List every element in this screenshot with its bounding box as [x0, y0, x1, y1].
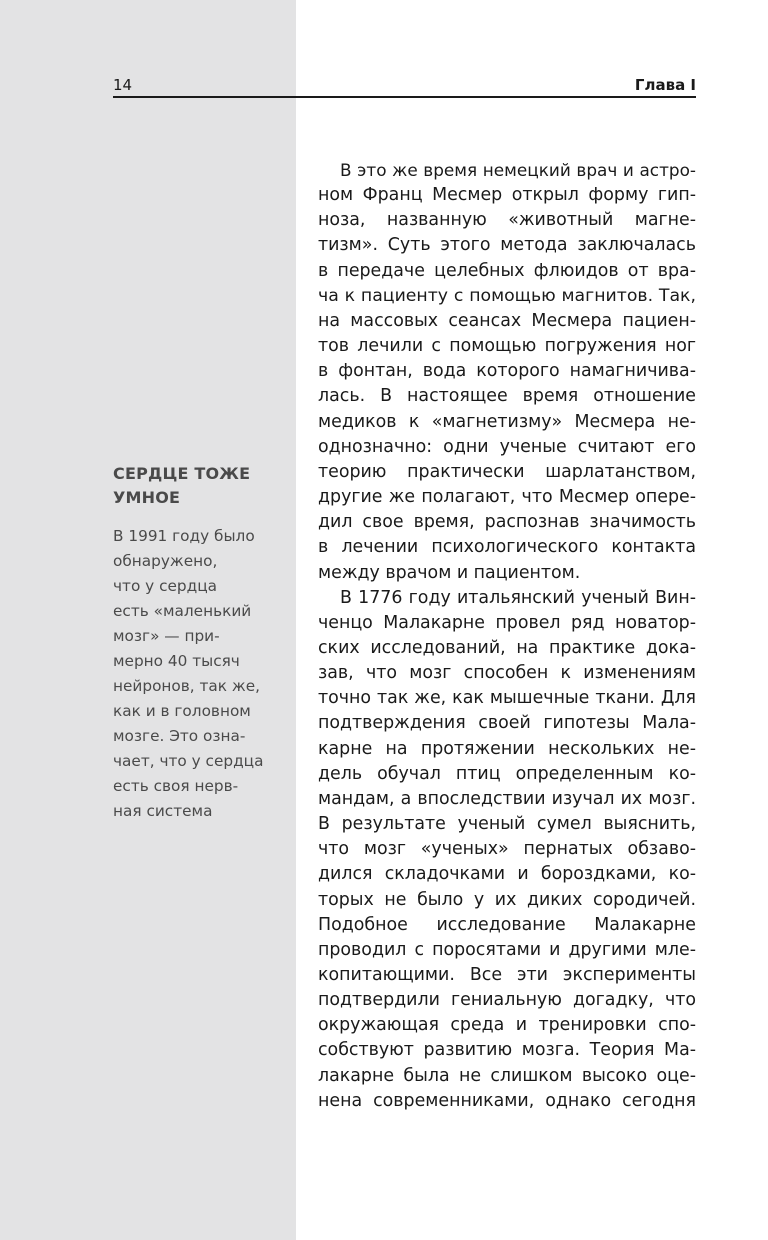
sidebar-line: как и в головном [113, 702, 251, 720]
paragraph-2-line: нена современниками, однако сегодня [318, 1090, 696, 1111]
header-rule [113, 96, 696, 98]
sidebar-title [113, 462, 275, 510]
paragraph-1-line: лась. В настоящее время отношение [318, 386, 696, 407]
sidebar-line: есть своя нерв- [113, 777, 239, 795]
paragraph-2-line: проводил с поросятами и другими мле- [318, 939, 696, 960]
paragraph-1-line: ноза, названную «животный магне- [318, 210, 696, 231]
sidebar-text [113, 524, 275, 824]
paragraph-2-line: Подобное исследование Малакарне [318, 914, 696, 935]
paragraph-2-line: мандам, а впоследствии изучал их мозг. [318, 788, 696, 809]
paragraph-2-line: подтвердили гениальную догадку, что [318, 990, 696, 1011]
paragraph-1-line: тов лечили с помощью погружения ног [318, 336, 696, 357]
paragraph-1-line: другие же полагают, что Месмер опере- [318, 487, 696, 508]
paragraph-2-line: собствуют развитию мозга. Теория Ма- [318, 1040, 696, 1061]
sidebar-line: что у сердца [113, 577, 217, 595]
paragraph-2-line: копитающими. Все эти эксперименты [318, 965, 696, 985]
sidebar-line: мерно 40 тысяч [113, 652, 240, 670]
paragraph-2-line: точно так же, как мышечные ткани. Для [318, 688, 696, 709]
sidebar-line: ная система [113, 802, 213, 820]
paragraph-1-line: в лечении психологического контакта [318, 537, 696, 558]
sidebar-line: мозг» — при- [113, 627, 220, 645]
paragraph-1-line: однозначно: одни ученые считают его [318, 436, 696, 457]
paragraph-1-line: тизм». Суть этого метода заключалась [318, 235, 696, 256]
paragraph-2-line: окружающая среда и тренировки спо- [318, 1015, 696, 1036]
paragraph-2-line: что мозг «ученых» пернатых обзаво- [318, 839, 696, 860]
paragraph-2-line: В 1776 году итальянский ученый Вин- [340, 587, 696, 608]
paragraph-2-line: ских исследований, на практике дока- [318, 637, 696, 658]
paragraph-1-line: медиков к «магнетизму» Месмера не- [318, 411, 696, 432]
paragraph-1-line: В это же время немецкий врач и астро- [340, 160, 696, 180]
paragraph-2-line: лакарне была не слишком высоко оце- [318, 1065, 696, 1086]
paragraph-1-line: между врачом и пациентом. [318, 562, 581, 583]
paragraph-2-line: подтверждения своей гипотезы Мала- [318, 713, 696, 734]
sidebar-line: нейронов, так же, [113, 677, 260, 695]
paragraph-2-line: карне на протяжении нескольких не- [318, 738, 696, 759]
chapter-label: Глава I [634, 76, 696, 94]
paragraph-1-line: в фонтан, вода которого намагничива- [318, 361, 696, 382]
paragraph-2-line: зав, что мозг способен к изменениям [318, 663, 696, 684]
paragraph-2-line: В результате ученый сумел выяснить, [318, 814, 696, 835]
sidebar-line: чает, что у сердца [113, 752, 264, 770]
paragraph-2-line: дился складочками и бороздками, ко- [318, 864, 696, 885]
paragraph-1-line: на массовых сеансах Месмера пациен- [318, 310, 696, 331]
sidebar-line: обнаружено, [113, 552, 218, 570]
sidebar-title-line: УМНОЕ [113, 488, 181, 507]
paragraph-1-line: ча к пациенту с помощью магнитов. Так, [318, 285, 696, 306]
paragraph-2-line: торых не было у их диких сородичей. [318, 889, 696, 910]
sidebar-line: В 1991 году было [113, 527, 255, 545]
paragraph-1-line: теорию практически шарлатанством, [318, 461, 696, 482]
paragraph-2-line: дель обучал птиц определенным ко- [318, 763, 696, 784]
paragraph-2-line: ченцо Малакарне провел ряд новатор- [318, 612, 696, 633]
paragraph-1-line: в передаче целебных флюидов от вра- [318, 260, 696, 281]
sidebar-title-line: СЕРДЦЕ ТОЖЕ [113, 464, 251, 483]
sidebar-line: есть «маленький [113, 602, 252, 620]
body-text [318, 158, 696, 1114]
page-number: 14 [113, 76, 133, 94]
paragraph-1-line: дил свое время, распознав значимость [318, 512, 696, 533]
paragraph-1-line: ном Франц Месмер открыл форму гип- [318, 185, 696, 206]
sidebar-line: мозге. Это озна- [113, 727, 246, 745]
sidebar-note [113, 462, 275, 824]
